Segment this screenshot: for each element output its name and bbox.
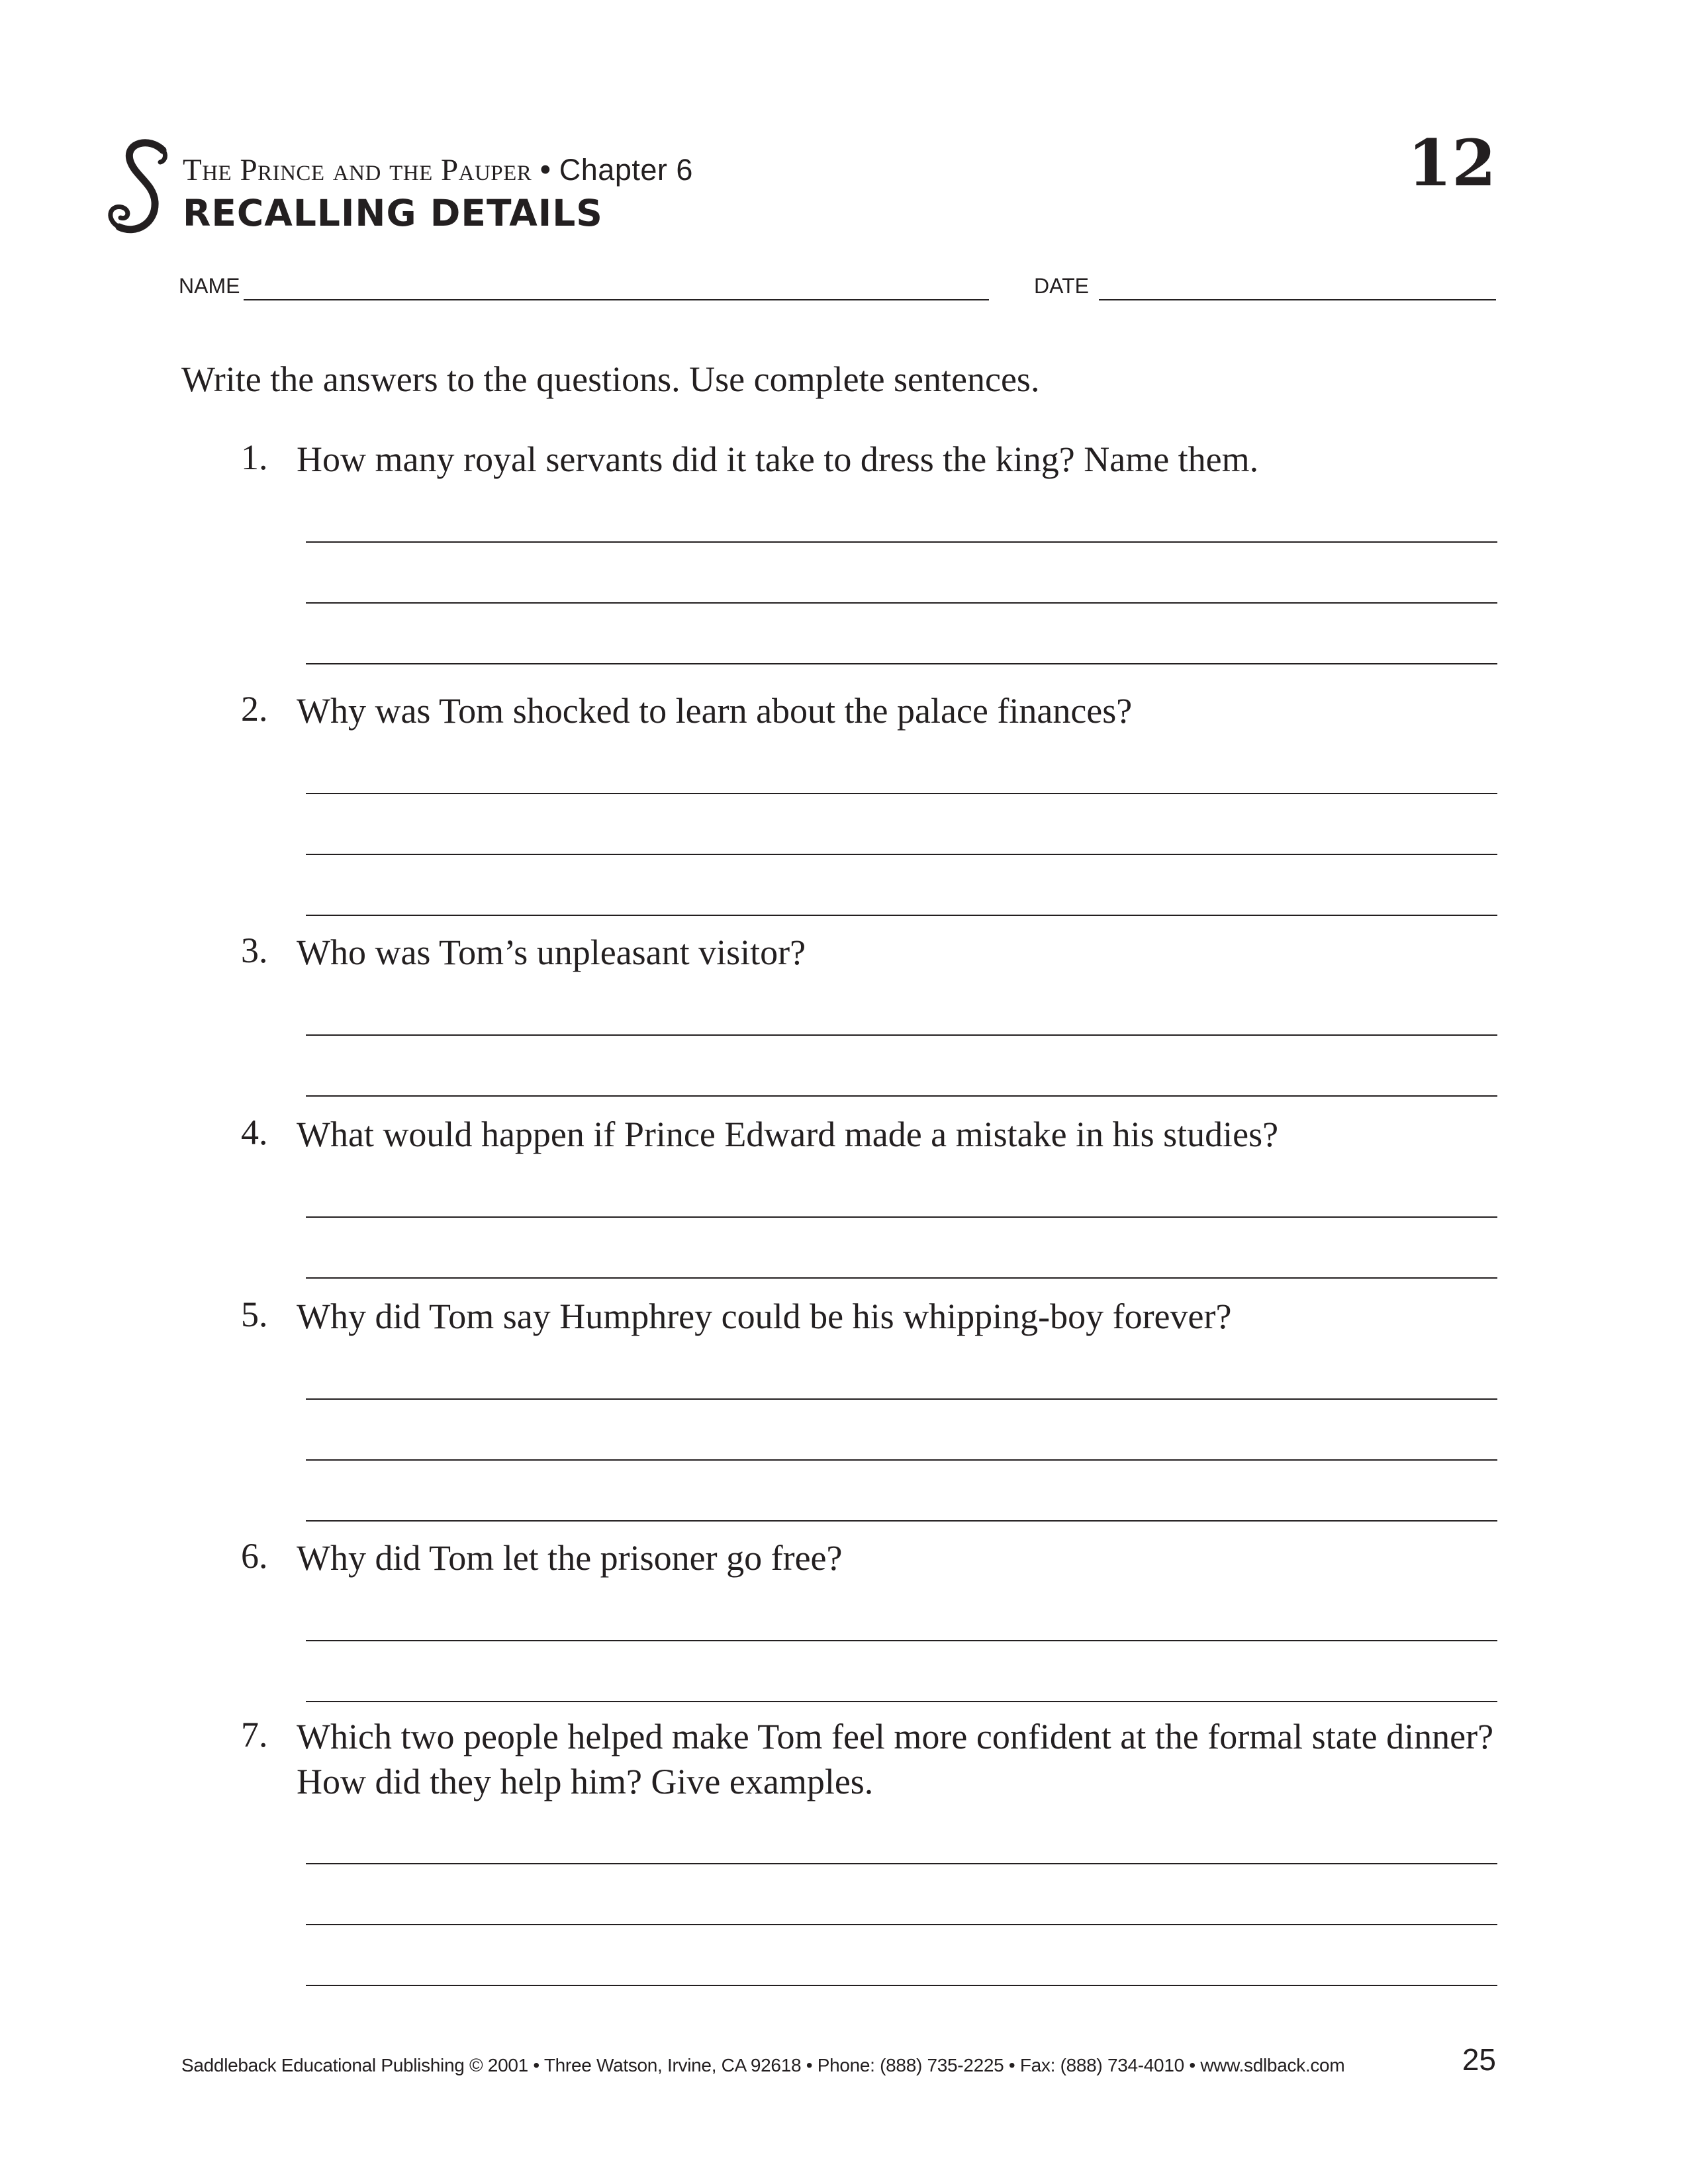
- answer-line[interactable]: [306, 541, 1497, 543]
- worksheet-number: 12: [1407, 126, 1496, 201]
- saddleback-s-logo-icon: [99, 136, 185, 242]
- question-number: 7.: [241, 1715, 268, 1754]
- date-field[interactable]: [1099, 299, 1496, 300]
- date-label: DATE: [1034, 274, 1089, 298]
- answer-line[interactable]: [306, 663, 1497, 664]
- question-number: 2.: [241, 689, 268, 729]
- answer-line[interactable]: [306, 1459, 1497, 1461]
- answer-line[interactable]: [306, 854, 1497, 855]
- answer-line[interactable]: [306, 1216, 1497, 1218]
- question-text: Why did Tom let the prisoner go free?: [297, 1538, 843, 1578]
- question-number: 3.: [241, 931, 268, 970]
- question-text: Why was Tom shocked to learn about the palace finances?: [297, 691, 1133, 731]
- name-label: NAME: [179, 274, 240, 298]
- question-text: What would happen if Prince Edward made a mistake in his studies?: [297, 1115, 1279, 1154]
- question-text: Why did Tom say Humphrey could be his whipping-boy forever?: [297, 1297, 1232, 1336]
- page-number: 25: [1462, 2042, 1496, 2077]
- question-number: 1.: [241, 437, 268, 477]
- answer-line[interactable]: [306, 1640, 1497, 1641]
- answer-line[interactable]: [306, 1924, 1497, 1925]
- question-number: 5.: [241, 1295, 268, 1334]
- question-text: Who was Tom’s unpleasant visitor?: [297, 933, 806, 972]
- answer-line[interactable]: [306, 1034, 1497, 1036]
- answer-line[interactable]: [306, 1985, 1497, 1986]
- section-title: RECALLING DETAILS: [183, 192, 603, 234]
- answer-line[interactable]: [306, 1520, 1497, 1522]
- answer-line[interactable]: [306, 1701, 1497, 1702]
- answer-line[interactable]: [306, 1398, 1497, 1400]
- instructions: Write the answers to the questions. Use complete sentences.: [181, 359, 1040, 399]
- answer-line[interactable]: [306, 793, 1497, 794]
- book-chapter-line: [183, 151, 693, 188]
- answer-line[interactable]: [306, 1277, 1497, 1279]
- answer-line[interactable]: [306, 915, 1497, 916]
- question-text: Which two people helped make Tom feel more confident at the formal state dinner? How did they help him? Give examples.: [297, 1717, 1494, 1801]
- title-separator: •: [539, 152, 551, 187]
- saddleback-s-logo-glyph: [99, 136, 185, 242]
- answer-line[interactable]: [306, 602, 1497, 604]
- chapter-label: Chapter 6: [559, 153, 693, 187]
- name-field[interactable]: [244, 299, 989, 300]
- publisher-credit: Saddleback Educational Publishing © 2001 • Three Watson, Irvine, CA 92618 • Phone: (888) 735-2225 • Fax: (888) 734-4010 • www.sdlback.com: [181, 2055, 1345, 2075]
- question-text: How many royal servants did it take to dress the king? Name them.: [297, 439, 1259, 479]
- book-title: The Prince and the Pauper: [183, 153, 532, 187]
- answer-line[interactable]: [306, 1863, 1497, 1864]
- question-number: 6.: [241, 1536, 268, 1576]
- question-number: 4.: [241, 1113, 268, 1152]
- answer-line[interactable]: [306, 1095, 1497, 1097]
